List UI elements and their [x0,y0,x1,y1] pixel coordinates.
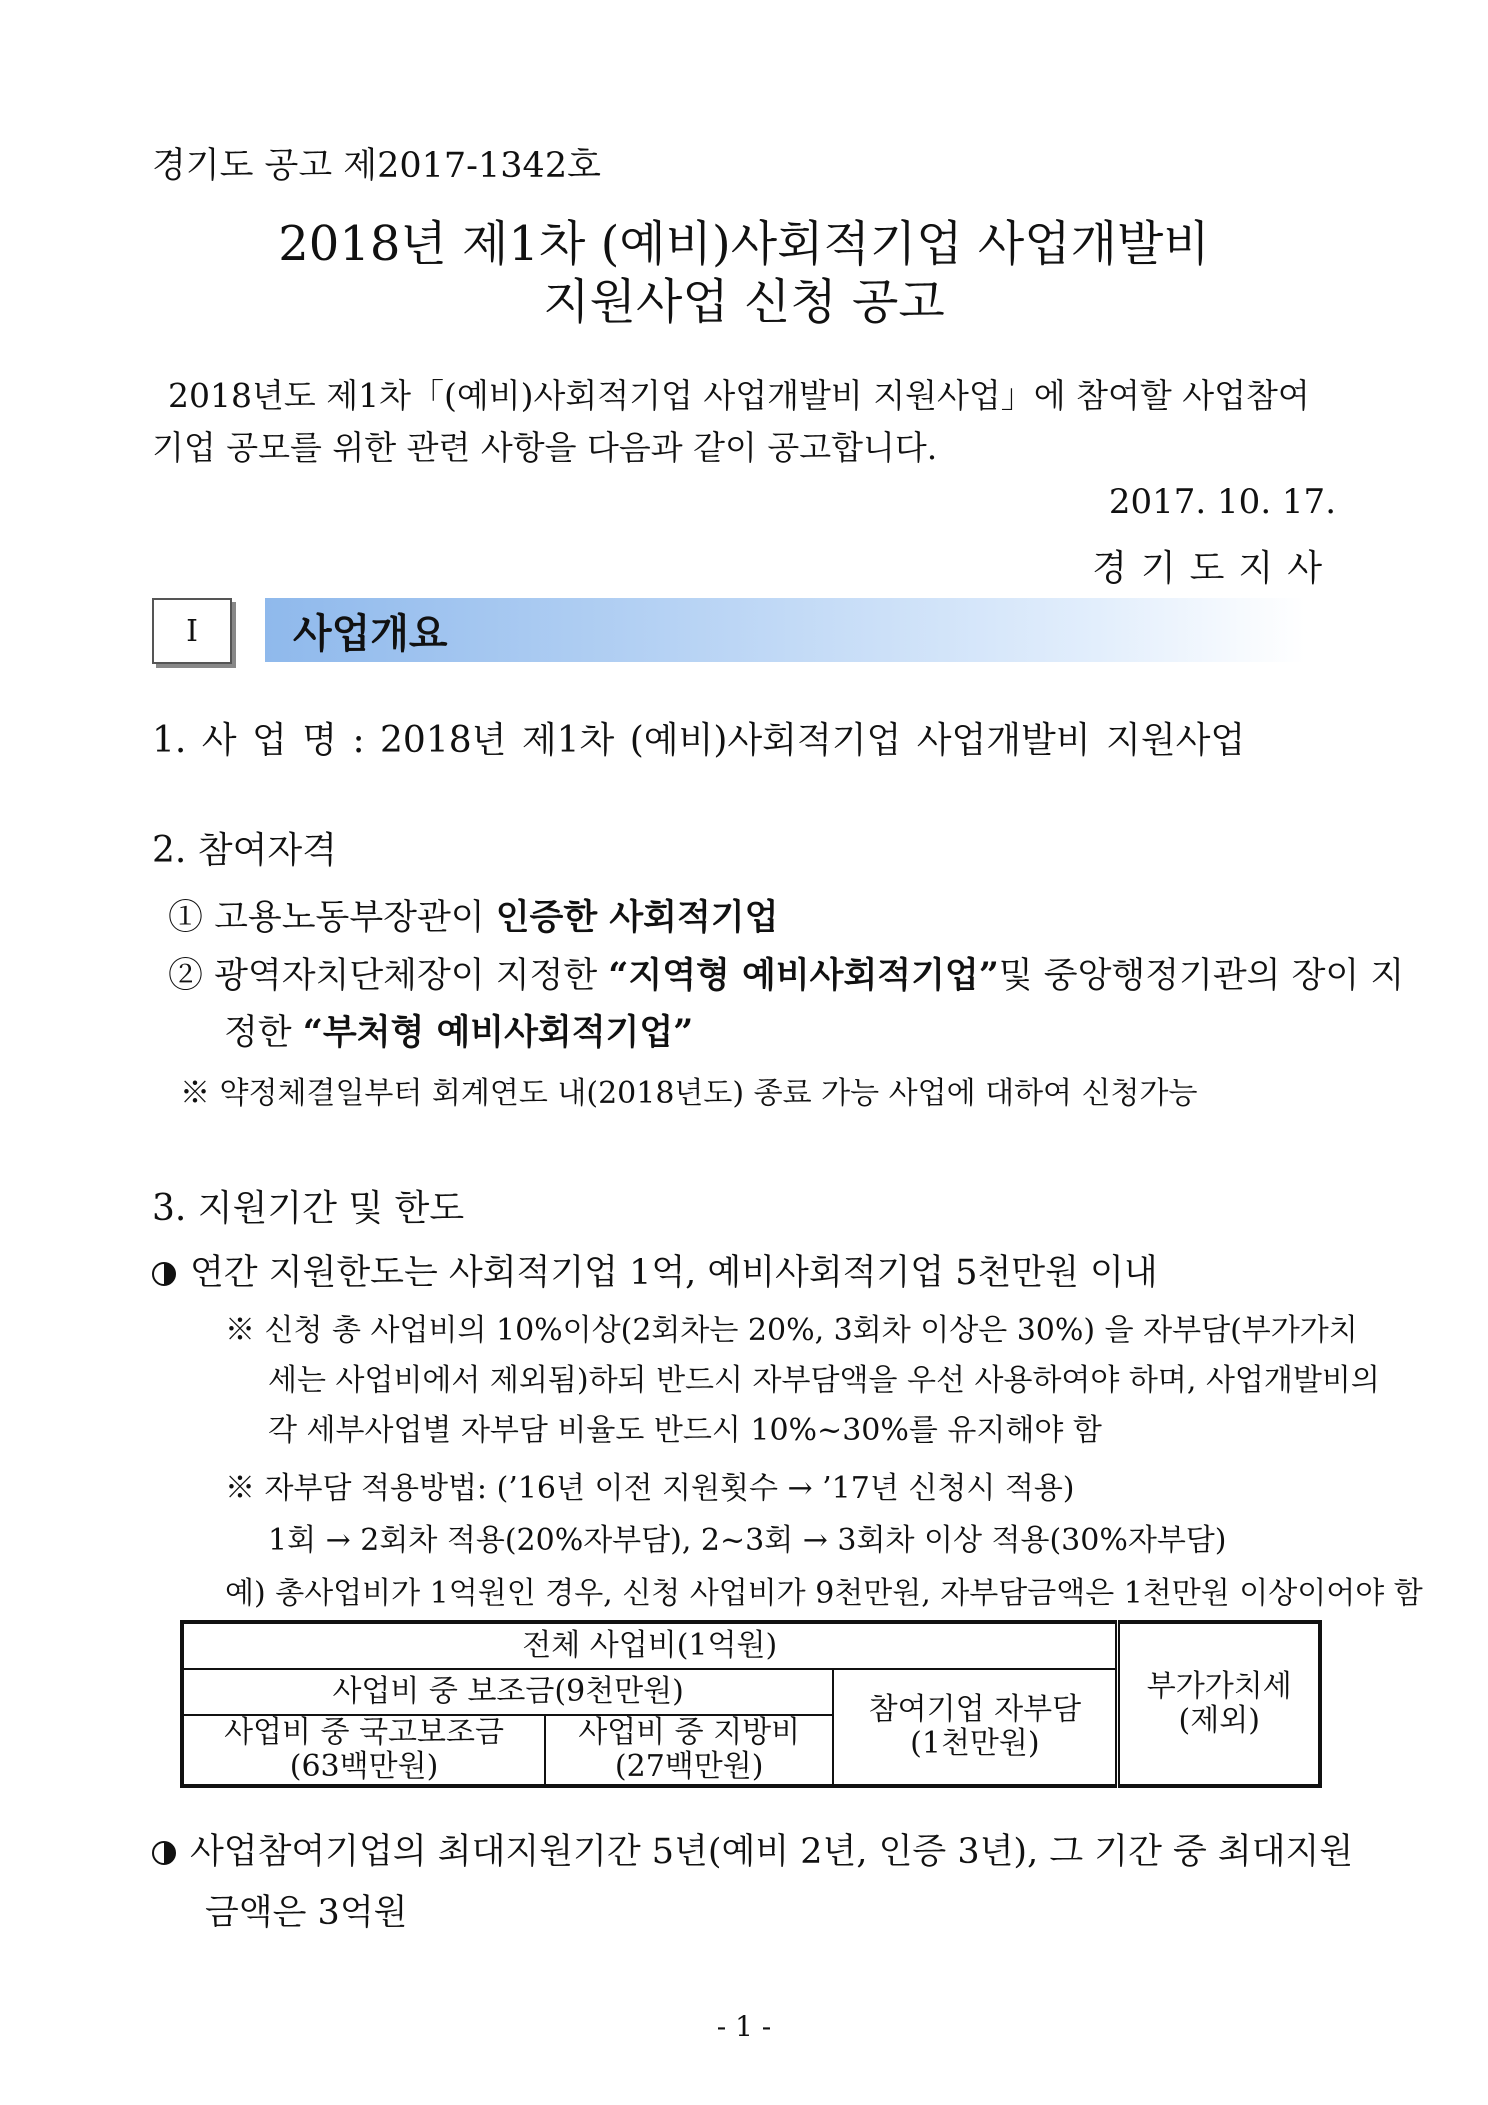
item-2-heading: 2. 참여자격 [152,830,337,871]
title-line-2: 지원사업 신청 공고 [543,274,945,330]
intro-line-2: 기업 공모를 위한 관련 사항을 다음과 같이 공고합니다. [152,428,938,467]
section-number-box [152,598,232,664]
table-national-line-1: 사업비 중 국고보조금 [224,1715,504,1750]
table-vat-line-2: (제외) [1178,1703,1260,1738]
title-line-1: 2018년 제1차 (예비)사회적기업 사업개발비 [278,216,1210,272]
table-national-line-2: (63백만원) [289,1749,439,1784]
note-method-1: ※ 자부담 적용방법: (’16년 이전 지원횟수 → ’17년 신청시 적용) [225,1471,1075,1506]
signer: 경기도지사 [1092,548,1336,589]
table-vat-cell [1118,1622,1320,1786]
eligibility-2-bold-2: “부처형 예비사회적기업” [302,1012,694,1053]
bullet-annual-limit-text: 연간 지원한도는 사회적기업 1억, 예비사회적기업 5천만원 이내 [190,1253,1158,1293]
eligibility-2-text: ② 광역자치단체장이 지정한 [168,956,609,996]
eligibility-2-mid: 및 중앙행정기관의 장이 지 [998,956,1405,996]
table-total-cell: 전체 사업비(1억원) [182,1622,1118,1669]
eligibility-note: ※ 약정체결일부터 회계연도 내(2018년도) 종료 가능 사업에 대하여 신청가능 [180,1076,1198,1111]
note-self-burden-3: 각 세부사업별 자부담 비율도 반드시 10%~30%를 유지해야 함 [268,1413,1102,1448]
note-method-2: 1회 → 2회차 적용(20%자부담), 2~3회 → 3회차 이상 적용(30%자부담) [268,1523,1227,1558]
page-number: - 1 - [716,2010,772,2043]
bullet-max-period [152,1824,1353,1874]
eligibility-1-text: ① 고용노동부장관이 [168,898,496,938]
budget-table [180,1620,1322,1788]
section-title-bar [265,598,1305,662]
table-self-cell [833,1669,1118,1786]
eligibility-2-bold-1: “지역형 예비사회적기업” [608,955,999,996]
table-local-line-2: (27백만원) [614,1749,764,1784]
bullet-max-period-text: 사업참여기업의 최대지원기간 5년(예비 2년, 인증 3년), 그 기간 중 최대지원 [190,1832,1354,1872]
eligibility-1-bold: 인증한 사회적기업 [495,897,779,938]
table-subsidy-cell: 사업비 중 보조금(9천만원) [182,1669,833,1715]
note-self-burden-2: 세는 사업비에서 제외됨)하되 반드시 자부담액을 우선 사용하여야 하며, 사업개발비의 [268,1363,1380,1398]
note-self-burden-1: ※ 신청 총 사업비의 10%이상(2회차는 20%, 3회차 이상은 30%) 을 자부담(부가가치 [225,1313,1358,1348]
half-circle-bullet-icon [152,1841,176,1865]
intro-line-1: 2018년도 제1차「(예비)사회적기업 사업개발비 지원사업」에 참여할 사업참여 [168,376,1310,415]
eligibility-1 [168,890,778,940]
item-1-business-name: 1. 사 업 명 : 2018년 제1차 (예비)사회적기업 사업개발비 지원사업 [152,720,1246,761]
notice-number: 경기도 공고 제2017-1342호 [152,146,601,186]
table-national-cell [182,1715,545,1786]
table-local-line-1: 사업비 중 지방비 [578,1715,801,1750]
table-vat-line-1: 부가가치세 [1146,1669,1292,1704]
eligibility-2-cont-text: 정한 [224,1013,303,1053]
half-circle-bullet-icon [152,1262,176,1286]
section-number: Ⅰ [186,613,198,649]
example-note: 예) 총사업비가 1억원인 경우, 신청 사업비가 9천만원, 자부담금액은 1천만원 이상이어야 함 [225,1576,1423,1611]
item-3-heading: 3. 지원기간 및 한도 [152,1188,465,1229]
bullet-annual-limit [152,1245,1158,1295]
table-self-line-2: (1천만원) [910,1726,1040,1761]
table-local-cell [545,1715,833,1786]
table-self-line-1: 참여기업 자부담 [868,1692,1082,1727]
eligibility-2-cont [224,1005,693,1055]
eligibility-2 [168,948,1404,998]
section-title: 사업개요 [293,610,448,657]
notice-date: 2017. 10. 17. [1108,482,1336,522]
bullet-max-period-cont: 금액은 3억원 [205,1893,408,1933]
